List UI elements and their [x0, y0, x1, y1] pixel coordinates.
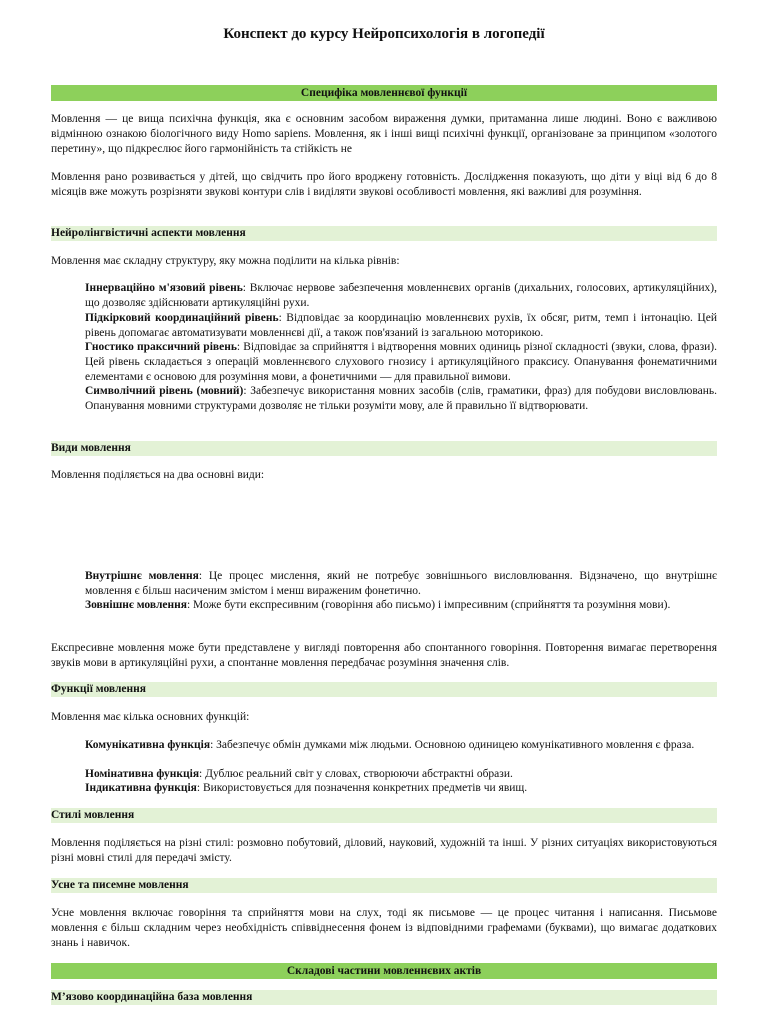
section-heading-speech-acts: Складові частини мовленнєвих актів	[51, 963, 717, 979]
section-heading-types: Види мовлення	[51, 441, 717, 456]
paragraph-specifics-1: Мовлення — це вища психічна функція, яка є основним засобом вираження думки, притаманна лише людині. Воно є важливою відмінною ознакою біологічного виду Homo sapiens. Мовлення, як і інші вищі психічні функції, організоване за принципом «золотого перетину», що підкреслює його гармонійність та стійкість не	[51, 113, 717, 155]
definition: : Це процес мислення, який не потребує зовнішнього висловлювання. Відзначено, що внутрішнє мовлення є більш насиченим змістом і менш вираженим фонетично.	[85, 570, 717, 597]
term: Зовнішнє мовлення	[85, 599, 187, 611]
list-item-communicative	[85, 738, 717, 753]
term: Комунікативна функція	[85, 739, 211, 751]
definition: : Включає нервове забезпечення мовленнєвих органів (дихальних, голосових, артикуляційних), що дозволяє здійснювати артикуляційні рухи.	[85, 282, 717, 309]
list-item-nominative	[85, 767, 717, 782]
list-item-gnostic	[85, 340, 717, 385]
definition: : Забезпечує обмін думками між людьми. Основною одиницею комунікативного мовлення є фраза.	[210, 739, 695, 751]
definition: : Забезпечує використання мовних засобів (слів, граматики, фраз) для побудови висловлювань. Опанування мовними структурами дозволяє не тільки розуміти мову, але й правильно її відтворювати.	[85, 385, 717, 412]
list-item-innervation	[85, 281, 717, 311]
term: Внутрішнє мовлення	[85, 570, 199, 582]
definition: : Відповідає за сприйняття і відтворення мовних одиниць різної складності (звуки, слова, фрази). Цей рівень складається з операцій мовленнєвого слухового гнозису і артикуляційного праксису. Опанування фонематичними елементами є основою для розуміння мови, а фонетичними — для правильної вимови.	[85, 341, 717, 383]
term: Іннерваційно м'язовий рівень	[85, 282, 243, 294]
section-heading-functions: Функції мовлення	[51, 682, 717, 697]
paragraph-types-expressive: Експресивне мовлення може бути представлене у вигляді повторення або спонтанного говоріння. Повторення вимагає перетворення звуків мови в артикуляційні рухи, а спонтанне мовлення передбачає розуміння значення слів.	[51, 642, 717, 669]
list-item-outer-speech	[85, 598, 717, 613]
paragraph-specifics-2: Мовлення рано розвивається у дітей, що свідчить про його вроджену готовність. Дослідження показують, що діти у віці від 6 до 8 місяців вже можуть розрізняти звукові контури слів і виділяти звукові особливості мовлення, які важливі для розуміння.	[51, 171, 717, 198]
section-heading-neuroling: Нейролінгвістичні аспекти мовлення	[51, 226, 717, 241]
section-heading-oral-written: Усне та писемне мовлення	[51, 878, 717, 893]
section-heading-muscle-base: М’язово координаційна база мовлення	[51, 990, 717, 1005]
page-title: Конспект до курсу Нейропсихологія в логопедії	[223, 26, 545, 42]
list-item-inner-speech	[85, 569, 717, 599]
definition: : Може бути експресивним (говоріння або письмо) і імпресивним (сприйняття та розуміння мови).	[186, 599, 671, 611]
paragraph-neuroling-intro: Мовлення має складну структуру, яку можна поділити на кілька рівнів:	[51, 255, 400, 267]
term: Підкірковий координаційний рівень	[85, 312, 279, 324]
paragraph-styles: Мовлення поділяється на різні стилі: розмовно побутовий, діловий, науковий, художній та інші. У різних ситуаціях використовуються різні мовні стилі для передачі змісту.	[51, 837, 717, 864]
term: Гностико праксичний рівень	[85, 341, 237, 353]
term: Номінативна функція	[85, 768, 200, 780]
list-item-symbolic	[85, 384, 717, 414]
list-item-subcortical	[85, 311, 717, 341]
definition: : Дублює реальний світ у словах, створюючи абстрактні образи.	[199, 768, 513, 780]
definition: : Використовується для позначення конкретних предметів чи явищ.	[196, 782, 528, 794]
term: Символічний рівень (мовний)	[85, 385, 244, 397]
term: Індикативна функція	[85, 782, 197, 794]
paragraph-types-intro: Мовлення поділяється на два основні види:	[51, 469, 265, 481]
definition: : Відповідає за координацію мовленнєвих рухів, їх обсяг, ритм, темп і інтонацію. Цей рівень допомагає автоматизувати мовленнєві дії, а також пов'язаний із загальною моторикою.	[85, 312, 717, 339]
paragraph-oral-written: Усне мовлення включає говоріння та сприйняття мови на слух, тоді як письмове — це процес читання і написання. Письмове мовлення є більш складним через необхідність співвіднесення фонем із відповідними графемами (буквами), що вимагає додаткових знань і навичок.	[51, 907, 717, 949]
section-heading-specifics: Специфіка мовленнєвої функції	[51, 85, 717, 101]
list-item-indicative	[85, 781, 717, 796]
paragraph-functions-intro: Мовлення має кілька основних функцій:	[51, 711, 250, 723]
section-heading-styles: Стилі мовлення	[51, 808, 717, 823]
